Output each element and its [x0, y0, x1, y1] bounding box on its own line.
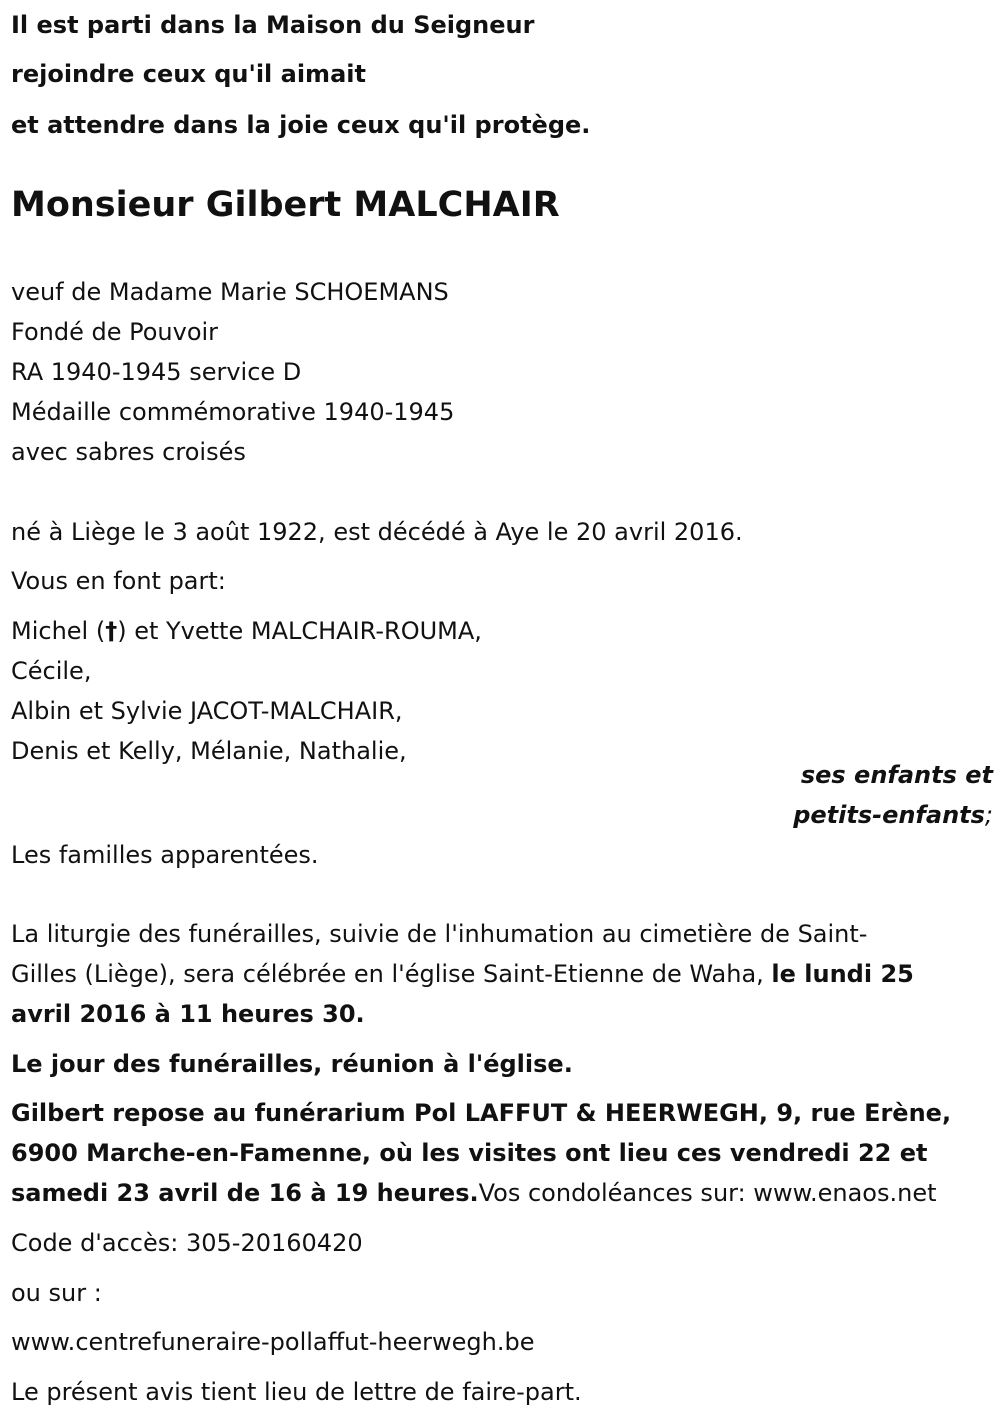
epitaph-line-3: et attendre dans la joie ceux qu'il protège. — [11, 111, 591, 139]
visitation-line-2: 6900 Marche-en-Famenne, où les visites ont lieu ces vendredi 22 et — [11, 1139, 928, 1167]
family-line-4: Denis et Kelly, Mélanie, Nathalie, — [11, 737, 407, 765]
website-link[interactable]: www.centrefuneraire-pollaffut-heerwegh.be — [11, 1328, 535, 1356]
funeral-line-1: La liturgie des funérailles, suivie de l'inhumation au cimetière de Saint- — [11, 920, 868, 948]
title-medal: Médaille commémorative 1940-1945 — [11, 398, 455, 426]
epitaph-line-2: rejoindre ceux qu'il aimait — [11, 60, 366, 88]
or-on: ou sur : — [11, 1279, 102, 1307]
relation-children: ses enfants et — [800, 761, 993, 789]
funeral-date-start: le lundi 25 — [771, 960, 914, 988]
family-line-2: Cécile, — [11, 657, 92, 685]
deceased-name: Monsieur Gilbert MALCHAIR — [11, 185, 560, 225]
title-widower: veuf de Madame Marie SCHOEMANS — [11, 278, 449, 306]
relation-punct: ; — [984, 801, 993, 829]
funeral-location: Gilles (Liège), sera célébrée en l'église Saint-Etienne de Waha, — [11, 960, 772, 988]
epitaph-line-1: Il est parti dans la Maison du Seigneur — [11, 11, 535, 39]
closing-note: Le présent avis tient lieu de lettre de faire-part. — [11, 1378, 582, 1406]
family-line-1-after: ) et Yvette MALCHAIR-ROUMA, — [117, 617, 482, 645]
visitation-hours: samedi 23 avril de 16 à 19 heures. — [11, 1179, 479, 1207]
family-line-1-before: Michel ( — [11, 617, 106, 645]
condolences: Vos condoléances sur: www.enaos.net — [478, 1179, 937, 1207]
relation-grandchildren — [793, 800, 993, 830]
title-profession: Fondé de Pouvoir — [11, 318, 219, 346]
funeral-line-2 — [11, 959, 914, 989]
extended-family: Les familles apparentées. — [11, 841, 319, 869]
funeral-meeting: Le jour des funérailles, réunion à l'église. — [11, 1050, 573, 1078]
funeral-date-end: avril 2016 à 11 heures 30. — [11, 1000, 365, 1028]
family-line-1 — [11, 616, 482, 646]
relation-grandchildren-label: petits-enfants — [793, 801, 985, 829]
birth-death: né à Liège le 3 août 1922, est décédé à Aye le 20 avril 2016. — [11, 518, 743, 546]
title-medal-detail: avec sabres croisés — [11, 438, 246, 466]
access-code: Code d'accès: 305-20160420 — [11, 1229, 363, 1257]
visitation-line-3 — [11, 1178, 937, 1208]
title-service: RA 1940-1945 service D — [11, 358, 302, 386]
family-line-3: Albin et Sylvie JACOT-MALCHAIR, — [11, 697, 403, 725]
cross-icon: † — [105, 617, 118, 645]
announce-intro: Vous en font part: — [11, 567, 226, 595]
visitation-line-1: Gilbert repose au funérarium Pol LAFFUT & HEERWEGH, 9, rue Erène, — [11, 1099, 952, 1127]
